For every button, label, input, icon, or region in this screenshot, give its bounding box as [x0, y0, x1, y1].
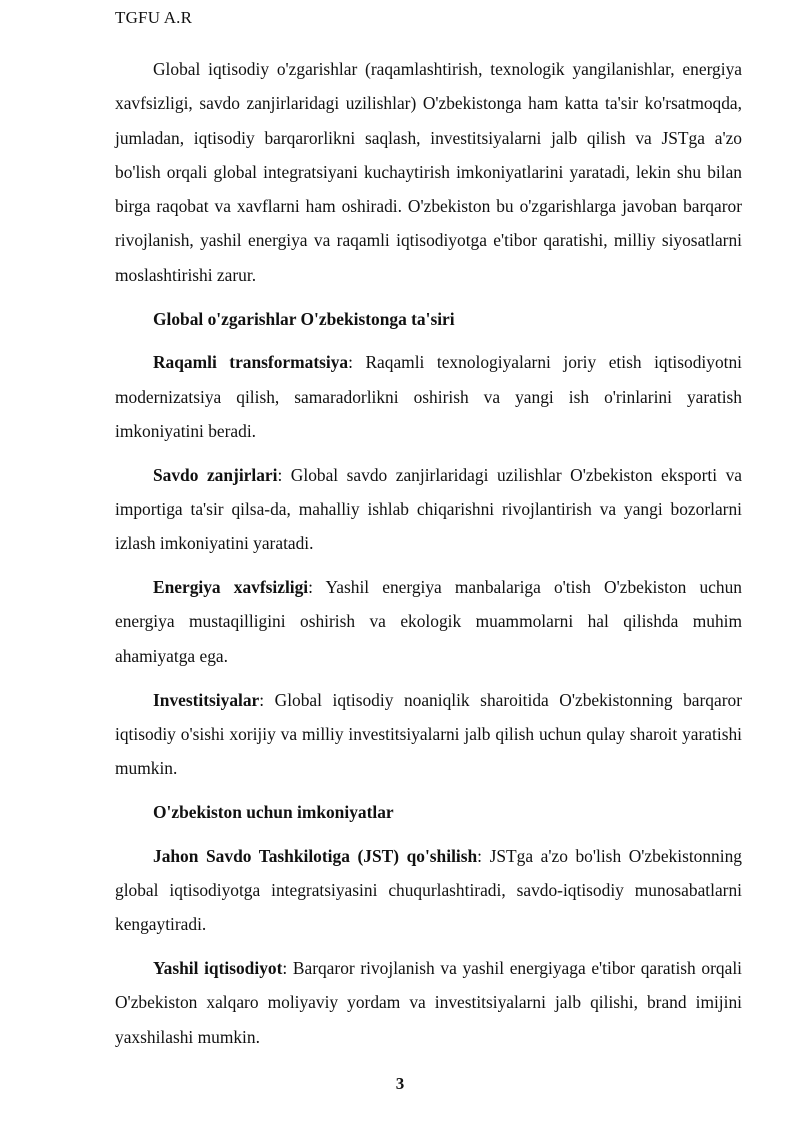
paragraph-energy-security [115, 570, 742, 673]
page-number: 3 [395, 1074, 405, 1093]
paragraph-investments [115, 683, 742, 786]
paragraph-text: : Yashil energiya manbalariga o'tish O'zbekiston uchun energiya mustaqilligini oshirish va ekologik muammolarni hal qilishda muhim ahamiyatga ega. [115, 577, 742, 666]
paragraph-lead-term: Jahon Savdo Tashkilotiga (JST) qo'shilish [153, 845, 478, 866]
paragraph-lead-term: Raqamli transformatsiya [153, 352, 349, 373]
paragraph-text: : Global savdo zanjirlaridagi uzilishlar O'zbekiston eksporti va importiga ta'sir qilsa-da, mahalliy ishlab chiqarishni rivojlantirish va yangi bozorlarni izlash imkoniyatini yaratadi. [115, 464, 742, 554]
section-heading-impact: Global o'zgarishlar O'zbekistonga ta'siri [153, 308, 455, 329]
paragraph-text: : Raqamli texnologiyalarni joriy etish iqtisodiyotni modernizatsiya qilish, samaradorlikni oshirish va yangi ish o'rinlarini yaratish imkoniyatini beradi. [115, 352, 743, 441]
paragraph-lead-term: Investitsiyalar [153, 689, 260, 710]
paragraph-trade-chains [115, 458, 742, 561]
paragraph-digital-transformation [115, 345, 742, 448]
paragraph-text: : Global iqtisodiy noaniqlik sharoitida O'zbekistonning barqaror iqtisodiy o'sishi xorijiy va milliy investitsiyalarni jalb qilish uchun qulay sharoit yaratishi mumkin. [115, 689, 742, 779]
paragraph-lead-term: Energiya xavfsizligi [153, 577, 309, 598]
intro-paragraph: Global iqtisodiy o'zgarishlar (raqamlashtirish, texnologik yangilanishlar, energiya xavfsizligi, savdo zanjirlaridagi uzilishlar) O'zbekistonga ham katta ta'sir ko'rsatmoqda, jumladan, iqtisodiy barqarorlikni saqlash, investitsiyalarni jalb qilish va JSTga a'zo bo'lish orqali global integratsiyani kuchaytirish imkoniyatlarini yaratadi, lekin shu bilan birga raqobat va xavflarni ham oshiradi. O'zbekiston bu o'zgarishlarga javoban barqaror rivojlanish, yashil energiya va raqamli iqtisodiyotga e'tibor qaratishi, milliy siyosatlarni moslashtirishi zarur. [115, 59, 742, 285]
paragraph-green-economy [115, 951, 742, 1054]
paragraph-lead-term: Savdo zanjirlari [153, 464, 278, 485]
section-heading-opportunities: O'zbekiston uchun imkoniyatlar [153, 801, 394, 822]
paragraph-text: : JSTga a'zo bo'lish O'zbekistonning global iqtisodiyotga integratsiyasini chuqurlashtiradi, savdo-iqtisodiy munosabatlarni kengaytiradi. [115, 845, 742, 935]
page-header-author: TGFU A.R [115, 8, 193, 27]
document-body [115, 52, 742, 1054]
paragraph-lead-term: Yashil iqtisodiyot [153, 958, 283, 979]
paragraph-wto-accession [115, 839, 742, 942]
paragraph-text: : Barqaror rivojlanish va yashil energiyaga e'tibor qaratish orqali O'zbekiston xalqaro moliyaviy yordam va investitsiyalarni jalb qilishi, brand imijini yaxshilashi mumkin. [115, 958, 742, 1047]
